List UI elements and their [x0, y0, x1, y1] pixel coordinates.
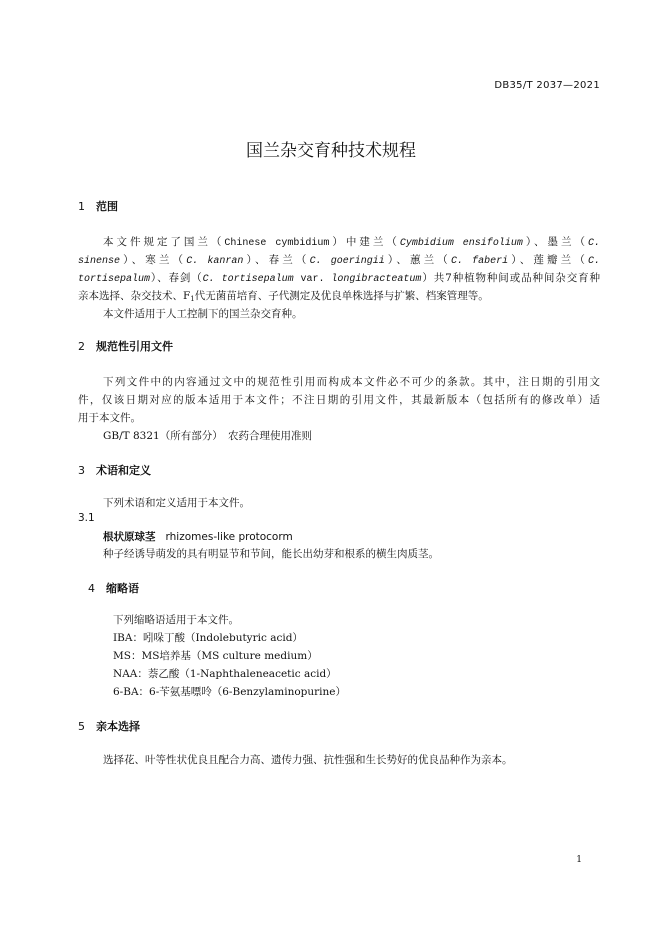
subscript: 1 [190, 295, 195, 303]
scientific-name: C. tortisepalum [202, 274, 294, 285]
scope-paragraph-line-1 [103, 234, 600, 249]
section-number: 4 [88, 582, 95, 595]
section-number: 5 [78, 720, 85, 733]
section-title: 范围 [96, 200, 118, 213]
clause-number: 3.1 [78, 512, 95, 524]
section-number: 2 [78, 340, 85, 353]
term-english: rhizomes-like protocorm [165, 531, 293, 543]
scientific-name: C. faberi [450, 256, 509, 267]
normative-line-1: 下列文件中的内容通过文中的规范性引用而构成本文件必不可少的条款。其中，注日期的引用文 [103, 376, 600, 388]
section-3-heading [78, 462, 151, 478]
normative-line-3: 用于本文件。 [78, 412, 141, 424]
section-number: 1 [78, 200, 85, 213]
section-title: 术语和定义 [96, 464, 151, 477]
text-run: 亲本选择、杂交技术、F [78, 290, 191, 302]
normative-line-2: 件，仅该日期对应的版本适用于本文件；不注日期的引用文件，其最新版本（包括所有的修改单）适 [78, 394, 600, 406]
term-chinese: 根状原球茎 [103, 531, 156, 543]
section-number: 3 [78, 464, 85, 477]
text-run: ）、春兰（ [243, 254, 310, 266]
text-run: 本文件规定了国兰（ [103, 236, 225, 248]
section-1-heading [78, 198, 118, 214]
terms-intro: 下列术语和定义适用于本文件。 [103, 497, 250, 509]
scientific-name: C. [588, 256, 601, 267]
scope-paragraph-line-4 [78, 288, 489, 303]
scientific-name: C. [588, 238, 601, 249]
abbr-item: NAA：萘乙酸（1-Naphthaleneacetic acid） [113, 668, 337, 680]
text-run: ）、墨兰（ [522, 236, 588, 248]
abbr-intro: 下列缩略语适用于本文件。 [113, 614, 239, 626]
scientific-name: sinense [78, 256, 121, 267]
section-2-heading [78, 338, 173, 354]
abbr-item: MS：MS培养基（MS culture medium） [113, 650, 318, 662]
scientific-name: longibracteatum [331, 274, 422, 285]
scientific-name: Cymbidium ensifolium [399, 238, 523, 249]
text-run: Chinese cymbidium [224, 238, 330, 249]
text-run: ）、春剑（ [150, 272, 203, 284]
section-title: 亲本选择 [96, 720, 140, 733]
abbr-item: IBA：吲哚丁酸（Indolebutyric acid） [113, 632, 303, 644]
document-title: 国兰杂交育种技术规程 [246, 141, 416, 161]
term-definition: 种子经诱导萌发的具有明显节和节间，能长出幼芽和根系的横生肉质茎。 [103, 548, 439, 560]
scope-paragraph-line-3 [78, 270, 600, 285]
text-run: ）中建兰（ [329, 236, 400, 248]
scientific-name: C. goeringii [309, 256, 385, 267]
abbr-item: 6-BA：6-苄氨基嘌呤（6-Benzylaminopurine） [113, 686, 346, 698]
text-run: var. [293, 274, 332, 285]
text-run: 代无菌苗培育、子代测定及优良单株选择与扩繁、档案管理等。 [194, 290, 489, 302]
scope-paragraph-line-2 [78, 252, 600, 267]
text-run: ）、莲瓣兰（ [508, 254, 588, 266]
scientific-name: tortisepalum [78, 274, 151, 285]
page-number: 1 [576, 855, 582, 865]
text-run: ）共7种植物种间或品种间杂交育种 [421, 272, 601, 284]
scope-applicability: 本文件适用于人工控制下的国兰杂交育种。 [103, 308, 303, 320]
scientific-name: C. kanran [186, 256, 244, 267]
parent-selection-text: 选择花、叶等性状优良且配合力高、遗传力强、抗性强和生长势好的优良品种作为亲本。 [103, 754, 513, 766]
text-run: ）、蕙兰（ [384, 254, 451, 266]
text-run: ）、寒兰（ [120, 254, 187, 266]
section-4-heading [88, 580, 139, 596]
section-title: 缩略语 [106, 582, 139, 595]
normative-reference: GB/T 8321（所有部分） 农药合理使用准则 [103, 430, 312, 442]
section-5-heading [78, 718, 140, 734]
term-entry [103, 529, 293, 544]
section-title: 规范性引用文件 [96, 340, 173, 353]
standard-code: DB35/T 2037—2021 [494, 80, 600, 91]
